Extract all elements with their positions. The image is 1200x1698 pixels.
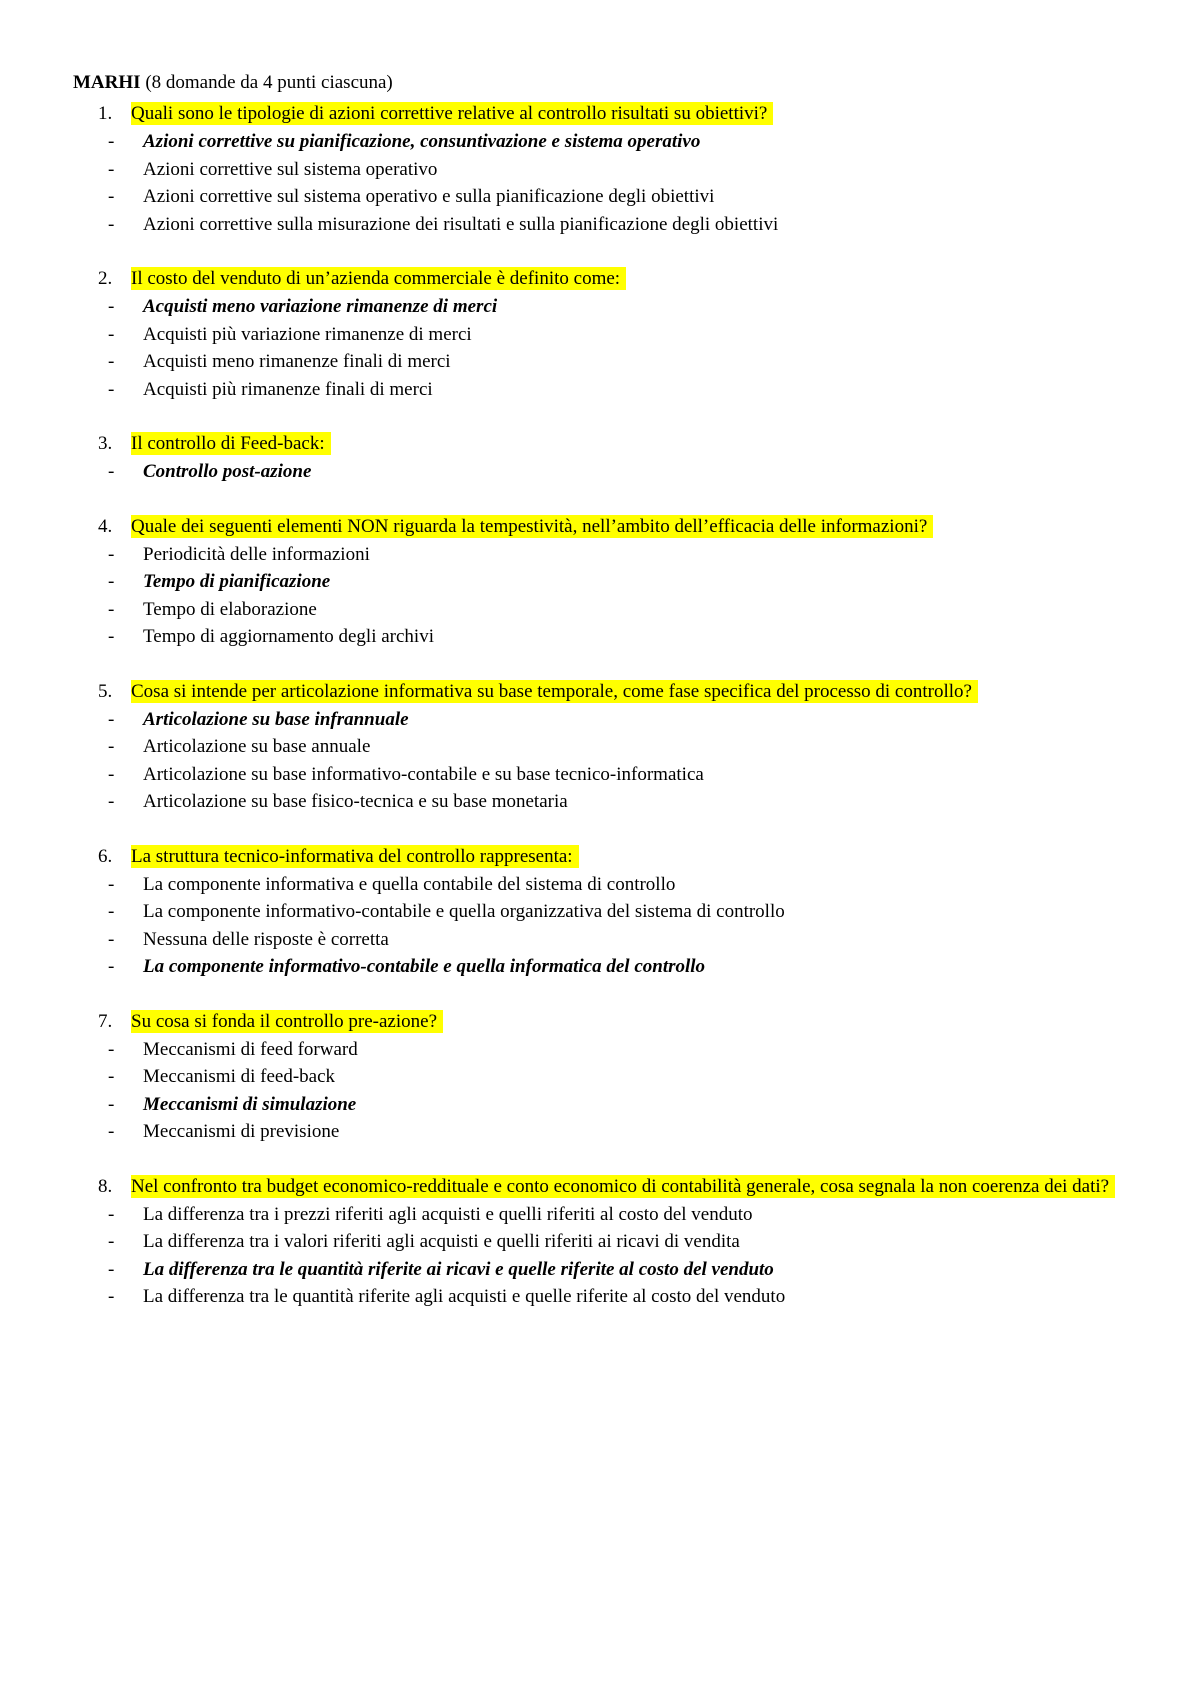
answer-dash: - <box>108 296 115 317</box>
answer-option-correct <box>73 293 1140 321</box>
answer-option-correct <box>73 706 1140 734</box>
question-text: Cosa si intende per articolazione informativa su base temporale, come fase specifica del processo di controllo? <box>131 680 978 703</box>
answer-option <box>73 348 1140 376</box>
answer-list <box>73 128 1140 238</box>
question-number: 6. <box>98 845 113 867</box>
answer-text: La differenza tra i prezzi riferiti agli acquisti e quelli riferiti al costo del venduto <box>143 1203 753 1225</box>
answer-dash: - <box>108 213 115 235</box>
question-text: Il controllo di Feed-back: <box>131 432 331 455</box>
answer-dash: - <box>108 901 115 922</box>
answer-option <box>73 156 1140 184</box>
answer-list <box>73 541 1140 651</box>
answer-text: La differenza tra i valori riferiti agli acquisti e quelli riferiti ai ricavi di vendita <box>143 1231 740 1252</box>
answer-option <box>73 1118 1140 1146</box>
answer-dash: - <box>108 928 115 950</box>
answer-dash: - <box>108 186 115 207</box>
answer-option <box>73 1228 1140 1256</box>
answer-text: Controllo post-azione <box>143 461 312 482</box>
answer-option <box>73 211 1140 239</box>
answer-text: Articolazione su base infrannuale <box>143 708 409 730</box>
answer-dash: - <box>108 571 115 592</box>
answer-dash: - <box>108 351 115 372</box>
answer-dash: - <box>108 736 115 757</box>
answer-dash: - <box>108 1231 115 1252</box>
question-text: Quale dei seguenti elementi NON riguarda la tempestività, nell’ambito dell’efficacia delle informazioni? <box>131 515 933 538</box>
question-item <box>73 513 1140 651</box>
question-text: Quali sono le tipologie di azioni correttive relative al controllo risultati su obiettivi? <box>131 102 773 125</box>
document-header <box>73 69 1140 97</box>
answer-option <box>73 183 1140 211</box>
question-row <box>73 678 1140 706</box>
answer-list <box>73 293 1140 403</box>
question-row <box>73 513 1140 541</box>
question-item <box>73 430 1140 486</box>
answer-option <box>73 788 1140 816</box>
question-number: 8. <box>98 1175 113 1197</box>
question-item <box>73 100 1140 238</box>
answer-text: La componente informativo-contabile e quella informatica del controllo <box>143 956 706 977</box>
answer-dash: - <box>108 131 115 152</box>
question-number: 5. <box>98 680 113 702</box>
answer-dash: - <box>108 956 115 977</box>
answer-text: Tempo di aggiornamento degli archivi <box>143 626 434 647</box>
answer-dash: - <box>108 598 115 620</box>
answer-dash: - <box>108 1203 115 1225</box>
answer-list <box>73 1201 1140 1311</box>
answer-text: Acquisti meno variazione rimanenze di merci <box>143 296 498 317</box>
question-list <box>73 100 1140 1311</box>
question-text: Nel confronto tra budget economico-reddituale e conto economico di contabilità generale, cosa segnala la non coerenza dei dati? <box>131 1175 1115 1198</box>
answer-text: Meccanismi di feed forward <box>143 1038 358 1060</box>
answer-option-correct <box>73 1091 1140 1119</box>
question-row <box>73 265 1140 293</box>
answer-text: Articolazione su base informativo-contabile e su base tecnico-informatica <box>143 763 704 785</box>
answer-dash: - <box>108 1286 115 1307</box>
answer-option-correct <box>73 953 1140 981</box>
answer-dash: - <box>108 626 115 647</box>
answer-text: Periodicità delle informazioni <box>143 543 370 565</box>
answer-option <box>73 541 1140 569</box>
question-text: La struttura tecnico-informativa del controllo rappresenta: <box>131 845 579 868</box>
answer-option <box>73 898 1140 926</box>
answer-dash: - <box>108 791 115 812</box>
answer-text: Articolazione su base fisico-tecnica e su base monetaria <box>143 791 568 812</box>
answer-text: Azioni correttive sulla misurazione dei risultati e sulla pianificazione degli obiettivi <box>143 213 779 235</box>
question-row <box>73 843 1140 871</box>
answer-text: Acquisti più variazione rimanenze di merci <box>143 323 472 345</box>
question-number: 4. <box>98 515 113 537</box>
answer-dash: - <box>108 1038 115 1060</box>
question-text: Il costo del venduto di un’azienda commerciale è definito come: <box>131 267 626 290</box>
question-item <box>73 1008 1140 1146</box>
answer-dash: - <box>108 158 115 180</box>
question-number: 1. <box>98 103 113 124</box>
answer-text: La componente informativo-contabile e quella organizzativa del sistema di controllo <box>143 901 785 922</box>
answer-option <box>73 1283 1140 1311</box>
document-title: MARHI <box>73 72 141 93</box>
answer-list <box>73 871 1140 981</box>
answer-text: Articolazione su base annuale <box>143 736 371 757</box>
answer-text: Tempo di elaborazione <box>143 598 317 620</box>
answer-text: Meccanismi di previsione <box>143 1121 340 1142</box>
question-row <box>73 1008 1140 1036</box>
answer-dash: - <box>108 1258 115 1280</box>
question-number: 2. <box>98 268 113 289</box>
answer-dash: - <box>108 708 115 730</box>
question-item <box>73 265 1140 403</box>
answer-dash: - <box>108 873 115 895</box>
answer-dash: - <box>108 763 115 785</box>
answer-list <box>73 458 1140 486</box>
answer-list <box>73 706 1140 816</box>
question-number: 3. <box>98 433 113 454</box>
answer-option <box>73 733 1140 761</box>
question-item <box>73 843 1140 981</box>
answer-list <box>73 1036 1140 1146</box>
answer-dash: - <box>108 323 115 345</box>
answer-text: Azioni correttive sul sistema operativo <box>143 158 438 180</box>
answer-dash: - <box>108 461 115 482</box>
answer-option <box>73 623 1140 651</box>
answer-text: La differenza tra le quantità riferite agli acquisti e quelle riferite al costo del venduto <box>143 1286 786 1307</box>
answer-text: Meccanismi di feed-back <box>143 1066 336 1087</box>
answer-text: La componente informativa e quella contabile del sistema di controllo <box>143 873 676 895</box>
answer-text: Nessuna delle risposte è corretta <box>143 928 389 950</box>
answer-option-correct <box>73 128 1140 156</box>
answer-text: La differenza tra le quantità riferite ai ricavi e quelle riferite al costo del venduto <box>143 1258 774 1280</box>
question-row <box>73 100 1140 128</box>
question-item <box>73 678 1140 816</box>
answer-dash: - <box>108 543 115 565</box>
document-subtitle: (8 domande da 4 punti ciascuna) <box>140 72 393 93</box>
question-text: Su cosa si fonda il controllo pre-azione? <box>131 1010 443 1033</box>
answer-option <box>73 871 1140 899</box>
answer-option <box>73 1201 1140 1229</box>
question-number: 7. <box>98 1010 113 1032</box>
answer-dash: - <box>108 378 115 400</box>
answer-text: Acquisti più rimanenze finali di merci <box>143 378 433 400</box>
answer-dash: - <box>108 1066 115 1087</box>
question-row <box>73 430 1140 458</box>
answer-text: Acquisti meno rimanenze finali di merci <box>143 351 451 372</box>
question-row <box>73 1173 1140 1201</box>
answer-option <box>73 321 1140 349</box>
answer-dash: - <box>108 1121 115 1142</box>
answer-text: Azioni correttive su pianificazione, consuntivazione e sistema operativo <box>143 131 701 152</box>
answer-option <box>73 1036 1140 1064</box>
answer-text: Azioni correttive sul sistema operativo e sulla pianificazione degli obiettivi <box>143 186 715 207</box>
answer-option-correct <box>73 1256 1140 1284</box>
answer-option-correct <box>73 568 1140 596</box>
answer-option <box>73 1063 1140 1091</box>
question-item <box>73 1173 1140 1311</box>
answer-text: Meccanismi di simulazione <box>143 1093 357 1115</box>
answer-option <box>73 376 1140 404</box>
answer-option <box>73 761 1140 789</box>
answer-option-correct <box>73 458 1140 486</box>
answer-text: Tempo di pianificazione <box>143 571 331 592</box>
answer-option <box>73 926 1140 954</box>
answer-option <box>73 596 1140 624</box>
answer-dash: - <box>108 1093 115 1115</box>
